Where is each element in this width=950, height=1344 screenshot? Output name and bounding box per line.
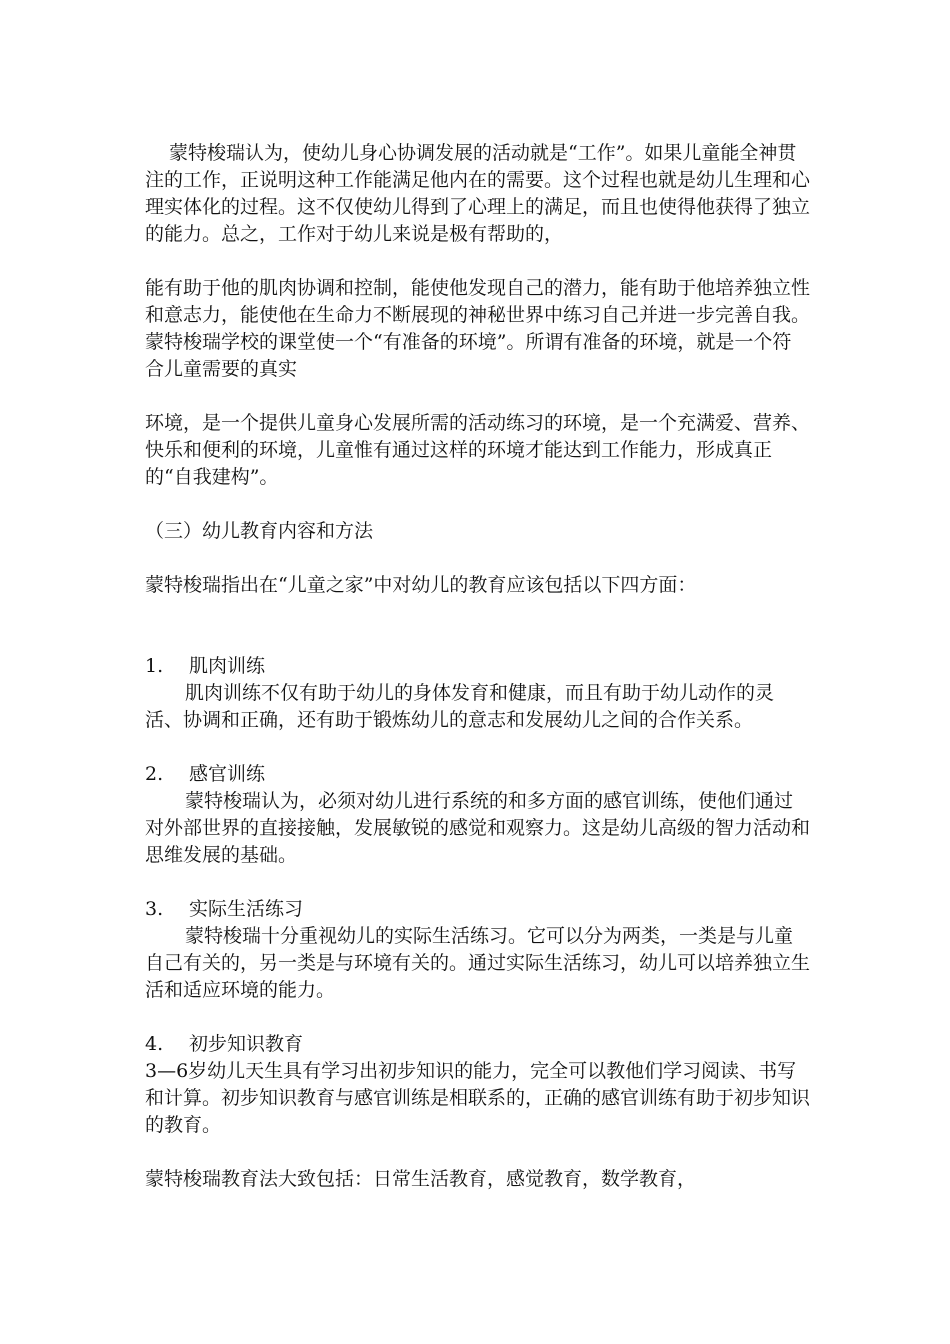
list-item-number: 2. xyxy=(145,763,164,785)
paragraph-gap xyxy=(145,491,810,518)
paragraph-gap xyxy=(145,626,810,653)
paragraph-gap xyxy=(145,1004,810,1031)
paragraph-gap xyxy=(145,545,810,572)
paragraph-environment-description: 环境，是一个提供儿童身心发展所需的活动练习的环境，是一个充满爱、营养、快乐和便利的环境，儿童惟有通过这样的环境才能达到工作能力，形成真正的“自我建构”。 xyxy=(145,412,811,488)
paragraph-four-aspects-intro: 蒙特梭瑞指出在“儿童之家”中对幼儿的教育应该包括以下四方面： xyxy=(145,574,697,596)
list-item-body: 肌肉训练不仅有助于幼儿的身体发育和健康，而且有助于幼儿动作的灵活、协调和正确，还有助于锻炼幼儿的意志和发展幼儿之间的合作关系。 xyxy=(145,682,775,731)
list-item-number: 1. xyxy=(145,655,164,677)
list-item-heading xyxy=(145,896,810,923)
paragraph-work-definition: 蒙特梭瑞认为，使幼儿身心协调发展的活动就是“工作”。如果儿童能全神贯注的工作，正说明这种工作能满足他内在的需要。这个过程也就是幼儿生理和心理实体化的过程。这不仅使幼儿得到了心理上的满足，而且也使得他获得了独立的能力。总之，工作对于幼儿来说是极有帮助的， xyxy=(145,142,811,245)
paragraph-gap xyxy=(145,383,810,410)
paragraph-gap xyxy=(145,869,810,896)
paragraph-method-summary: 蒙特梭瑞教育法大致包括：日常生活教育，感觉教育，数学教育， xyxy=(145,1168,697,1190)
list-item-body: 蒙特梭瑞十分重视幼儿的实际生活练习。它可以分为两类，一类是与儿童自己有关的，另一类是与环境有关的。通过实际生活练习，幼儿可以培养独立生活和适应环境的能力。 xyxy=(145,925,811,1001)
list-item-title: 肌肉训练 xyxy=(189,655,266,677)
list-item-body: 蒙特梭瑞认为，必须对幼儿进行系统的和多方面的感官训练，使他们通过对外部世界的直接接触，发展敏锐的感觉和观察力。这是幼儿高级的智力活动和思维发展的基础。 xyxy=(145,790,811,866)
list-item-heading xyxy=(145,1031,810,1058)
paragraph-gap xyxy=(145,599,810,626)
paragraph-gap xyxy=(145,734,810,761)
list-item-number: 4. xyxy=(145,1033,164,1055)
paragraph-gap xyxy=(145,1139,810,1166)
list-item-heading xyxy=(145,761,810,788)
list-item-title: 感官训练 xyxy=(189,763,266,785)
list-item-heading xyxy=(145,653,810,680)
document-page xyxy=(145,140,810,1193)
paragraph-gap xyxy=(145,248,810,275)
paragraph-prepared-environment: 蒙特梭瑞学校的课堂使一个“有准备的环境”。所谓有准备的环境，就是一个符合儿童需要的真实 xyxy=(145,331,792,380)
list-item-body: 3—6岁幼儿天生具有学习出初步知识的能力，完全可以教他们学习阅读、书写和计算。初步知识教育与感官训练是相联系的，正确的感官训练有助于初步知识的教育。 xyxy=(145,1060,811,1136)
list-item-title: 实际生活练习 xyxy=(189,898,304,920)
list-item-number: 3. xyxy=(145,898,164,920)
section-heading: （三）幼儿教育内容和方法 xyxy=(145,520,374,542)
list-item-title: 初步知识教育 xyxy=(189,1033,304,1055)
paragraph-work-benefits: 能有助于他的肌肉协调和控制，能使他发现自己的潜力，能有助于他培养独立性和意志力，能使他在生命力不断展现的神秘世界中练习自己并进一步完善自我。 xyxy=(145,277,811,326)
